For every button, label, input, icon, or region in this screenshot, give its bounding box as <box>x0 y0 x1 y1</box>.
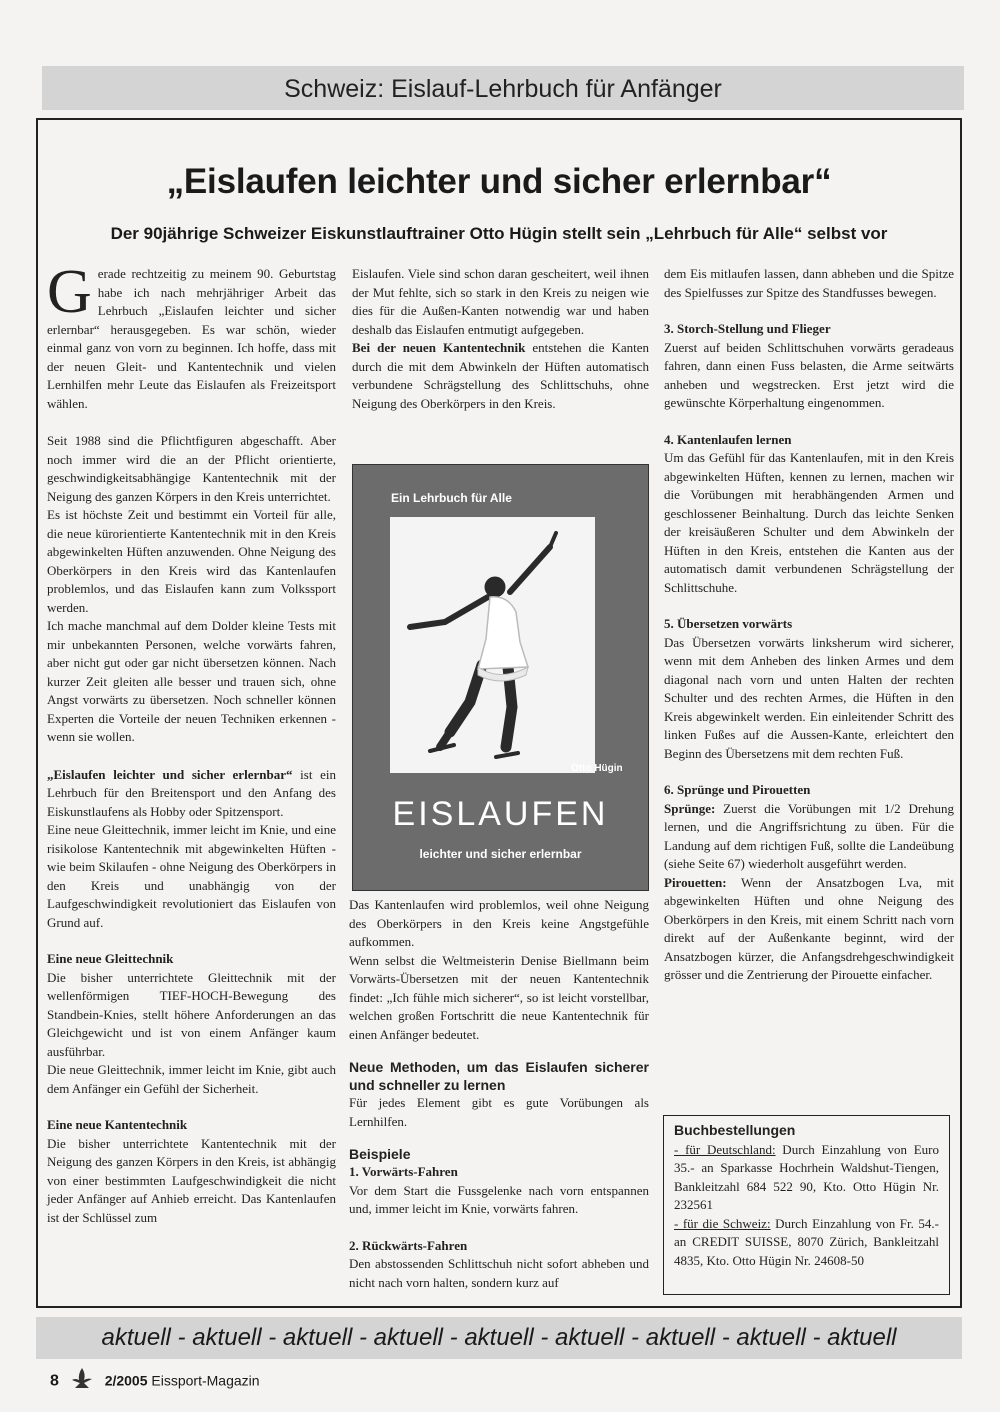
paragraph: Seit 1988 sind die Pflichtfiguren abgeschafft. Aber noch immer wird die an der Pflicht orientierte, geschwindigkeitsabhängige Kantentechnik mit der Neigung des ganzen Körpers in den Kreis unterrichtet. <box>47 433 336 504</box>
article-subhead: Der 90jährige Schweizer Eiskunstlauftrainer Otto Hügin stellt sein „Lehrbuch für Alle“ selbst vor <box>110 224 888 243</box>
issue-number: 2/2005 <box>104 1372 148 1389</box>
paragraph: Pirouetten: Wenn der Ansatzbogen Lva, mit abgewinkelten Hüften und ohne Neigung des Oberkörpers in den Kreis, mit einem Schritt nach vorn direkt auf der Außenkante beginnt, wird der Ansatzbogen kürzer, die Anfangsdrehgeschwindigkeit grösser und die Zentrierung der Pirouette einfacher. <box>664 874 954 982</box>
subheading-storch: 3. Storch-Stellung und Flieger <box>664 321 831 336</box>
section-title: Schweiz: Eislauf-Lehrbuch für Anfänger <box>284 75 722 103</box>
skater-logo-icon <box>69 1366 95 1398</box>
paragraph: Eine neue Gleittechnik, immer leicht im Knie, und eine risikolose Kantentechnik mit abgewinkelten Hüften - wie beim Skilaufen - ohne Neigung des Oberkörpers in den Kreis und unabhängig von der Laufgeschwindigkeit revolutioniert das Eislaufen von Grund auf. <box>47 822 336 930</box>
section-heading-gleittechnik: Eine neue Gleittechnik <box>47 951 174 966</box>
paragraph: Um das Gefühl für das Kantenlaufen, mit in den Kreis abgewinkelten Hüften, kennen zu lernen, machen wir die Vorübungen mit herabhängenden Armen und geschlossener Beinhaltung. Durch das leichte Senken der kreisäußeren Schulter und dem Abwinkeln der Hüften in den Kreis, entstehen die Kanten aus der automatisch damit verbundenen Schrägstellung der Schlittschuhe. <box>664 450 954 595</box>
paragraph: Es ist höchste Zeit und bestimmt ein Vorteil für alle, die neue kürorientierte Kantentechnik mit in den Kreis abgewinkelten Hüften anzuwenden. Ohne Neigung des Oberkörpers in den Kreis wird das Kantenlaufen problemlos, und das Eislaufen kann zum Volkssport werden. <box>47 507 336 615</box>
paragraph: Die neue Gleittechnik, immer leicht im Knie, gibt auch dem Anfänger ein Gefühl der Sicherheit. <box>47 1062 336 1096</box>
paragraph: Bei der neuen Kantentechnik entstehen die Kanten durch die mit dem Abwinkeln der Hüften automatisch verbundene Schrägstellung des Schlittschuhs, ohne Neigung des Oberkörpers in den Kreis. <box>352 340 649 411</box>
paragraph: „Eislaufen leichter und sicher erlernbar“ ist ein Lehrbuch für den Breitensport und den Anfang des Eiskunstlaufens als Hobby oder Spitzensport. <box>47 766 336 819</box>
subheading-spruenge: 6. Sprünge und Pirouetten <box>664 782 811 797</box>
subheading-kantenlaufen: 4. Kantenlaufen lernen <box>664 431 792 447</box>
paragraph: Das Übersetzen vorwärts linksherum wird sicherer, wenn mit dem Anheben des linken Armes und dem diagonal nach vorn und unten Halten der rechten Schulter und des rechten Armes, die Hüften in den Kreis abgewinkelt werden. Ein einleitender Schritt des linken Fußes auf die Aussen-Kante, erleichtert den Beginn des Übersetzens mit dem rechten Fuß. <box>664 634 954 761</box>
paragraph: Ich mache manchmal auf dem Dolder kleine Tests mit mir unbekannten Personen, welche vorwärts fahren, aber nicht gut oder gar nicht übersetzen können. Nach kurzer Zeit gleiten alle besser und trauen sich, ohne Angst vorwärts zu übersetzen. Noch schneller können Experten die Vorteile der neuen Techniken erkennen - wenn sie wollen. <box>47 618 336 744</box>
paragraph: Die bisher unterrichtete Kantentechnik mit der Neigung des ganzen Körpers in den Kreis, ist abhängig von einer bestimmten Laufgeschwindigkeit die nicht jeder Anfänger auf Anhieb erreicht. Das Kantenlaufen ist der Schlüssel zum <box>47 1135 336 1225</box>
order-germany: - für Deutschland: Durch Einzahlung von Euro 35.- an Sparkasse Hochrhein Waldshut-Tiengen, Bankleitzahl 684 522 90, Kto. Otto Hügin Nr. 232561 <box>674 1141 939 1212</box>
cover-title: EISLAUFEN <box>392 795 609 833</box>
paragraph: Vor dem Start die Fussgelenke nach vorn entspannen und, immer leicht im Knie, vorwärts fahren. <box>349 1182 649 1216</box>
paragraph: Für jedes Element gibt es gute Vorübungen als Lernhilfen. <box>349 1095 649 1129</box>
order-box <box>663 1115 950 1295</box>
paragraph: Wenn selbst die Weltmeisterin Denise Biellmann beim Vorwärts-Übersetzen mit der neuen Kantentechnik findet: „Ich fühle mich sicherer“, so ist leicht vorstellbar, welchen großen Fortschritt die neue Kantentechnik für einen Anfänger bedeutet. <box>349 952 649 1042</box>
section-heading-methoden: Neue Methoden, um das Eislaufen sicherer und schneller zu lernen <box>349 1059 649 1093</box>
paragraph: Das Kantenlaufen wird problemlos, weil ohne Neigung des Oberkörpers in den Kreis keine Angstgefühle aufkommen. <box>349 897 649 949</box>
figure-skater-icon <box>390 517 595 773</box>
section-heading-kantentechnik: Eine neue Kantentechnik <box>47 1117 188 1132</box>
section-heading-beispiele: Beispiele <box>349 1146 411 1162</box>
footer-banner <box>36 1317 962 1359</box>
paragraph: Sprünge: Zuerst die Vorübungen mit 1/2 Drehung lernen, und die Angriffsrichtung zu üben. Für die Landung auf dem richtigen Fuß, sollte die Landeübung (siehe Seite 67) wiederholt ausgeführt werden. <box>664 800 954 871</box>
paragraph: Die bisher unterrichtete Gleittechnik mit der wellenförmigen TIEF-HOCH-Bewegung des Standbein-Knies, stellt höhere Anforderungen an das Gleichgewicht und ist von einem Anfänger kaum ausführbar. <box>47 969 336 1059</box>
paragraph: Zuerst auf beiden Schlittschuhen vorwärts geradeaus fahren, dann einen Fuss belasten, die Arme seitwärts anheben und wegstrecken. Erst jetzt wird die gewünschte Körperhaltung eingenommen. <box>664 339 954 410</box>
paragraph: dem Eis mitlaufen lassen, dann abheben und die Spitze des Spielfusses zur Spitze des Standfusses bewegen. <box>664 266 954 300</box>
paragraph: Den abstossenden Schlittschuh nicht sofort abheben und nicht nach vorn halten, sondern kurz auf <box>349 1256 649 1290</box>
column-1 <box>47 258 336 1227</box>
page-footer <box>50 1366 260 1392</box>
drop-cap: G <box>47 258 92 326</box>
column-3 <box>664 265 954 985</box>
subheading-vorwaerts: 1. Vorwärts-Fahren <box>349 1164 458 1179</box>
cover-top-label: Ein Lehrbuch für Alle <box>391 491 512 505</box>
order-switzerland: - für die Schweiz: Durch Einzahlung von Fr. 54.- an CREDIT SUISSE, 8070 Zürich, Bankleitzahl 4835, Kto. Otto Hügin Nr. 24608-50 <box>674 1215 939 1268</box>
article-headline: „Eislaufen leichter und sicher erlernbar“ <box>166 162 832 201</box>
column-2-bottom <box>349 896 649 1292</box>
subheading-rueckwaerts: 2. Rückwärts-Fahren <box>349 1237 468 1253</box>
skater-photo <box>390 517 595 773</box>
magazine-name: Eissport-Magazin <box>151 1372 260 1389</box>
intro-paragraph: Gerade rechtzeitig zu meinem 90. Geburtstag habe ich nach mehrjähriger Arbeit das Lehrbuch „Eislaufen leichter und sicher erlernbar“ herausgegeben. Es war schön, wieder einmal ganz von vorn zu beginnen. Ich hoffe, dass mit der neuen Gleit- und Kantentechnik und vielen Lernhilfen mehr Leute das Eislaufen als Freizeitsport wählen. <box>47 258 336 411</box>
subheading-uebersetzen: 5. Übersetzen vorwärts <box>664 616 793 631</box>
order-box-title: Buchbestellungen <box>674 1122 796 1138</box>
book-cover-image <box>352 464 649 891</box>
page-number: 8 <box>50 1372 59 1390</box>
column-2-top <box>352 265 649 413</box>
cover-author: Otto Hügin <box>571 763 623 774</box>
paragraph: Eislaufen. Viele sind schon daran gescheitert, weil ihnen der Mut fehlte, sich so stark in den Kreis zu neigen wie dies für die Außen-Kanten notwendig war und haben deshalb das Eislaufen entmutigt aufgegeben. <box>352 266 649 337</box>
section-header-band <box>42 66 964 110</box>
cover-subtitle: leichter und sicher erlernbar <box>419 847 582 861</box>
footer-banner-text: aktuell - aktuell - aktuell - aktuell - aktuell - aktuell - aktuell - aktuell - aktuell <box>101 1324 897 1351</box>
